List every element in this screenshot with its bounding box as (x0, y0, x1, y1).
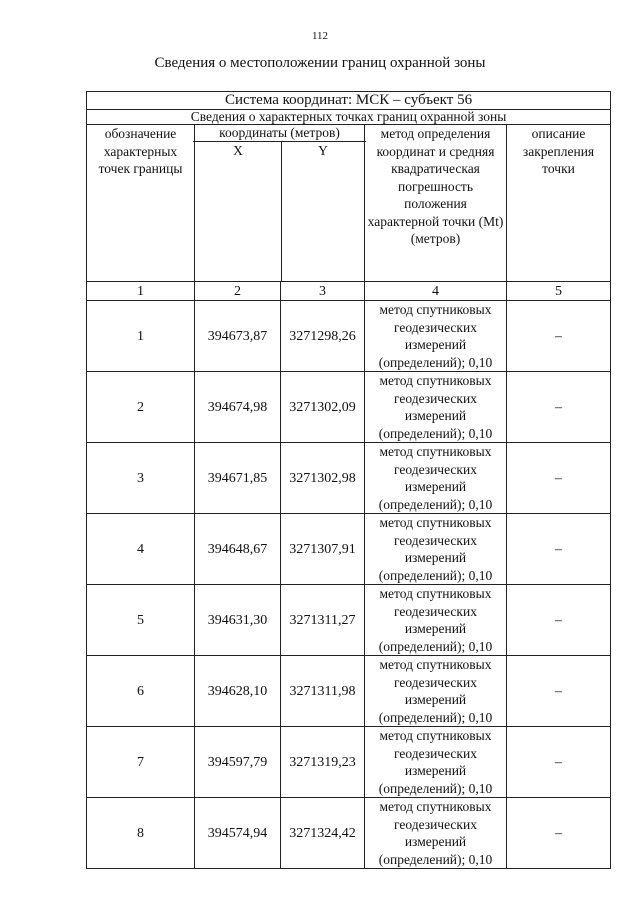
point-y: 3271298,26 (281, 301, 365, 372)
point-fixation: – (507, 372, 611, 443)
point-number: 7 (87, 727, 195, 798)
column-number: 4 (365, 282, 507, 301)
header-method: метод определения координат и средняя квадратическая погрешность положения характерной точки (Mt) (метров) (365, 125, 507, 282)
point-y: 3271319,23 (281, 727, 365, 798)
point-fixation: – (507, 585, 611, 656)
point-y: 3271311,27 (281, 585, 365, 656)
point-method: метод спутниковых геодезических измерений (определений); 0,10 (365, 301, 507, 372)
point-number: 1 (87, 301, 195, 372)
header-x: X (195, 142, 282, 281)
header-coordinates-label: координаты (метров) (193, 125, 366, 142)
point-fixation: – (507, 656, 611, 727)
table-row (87, 301, 611, 372)
column-numbers-row (87, 282, 611, 301)
point-y: 3271311,98 (281, 656, 365, 727)
point-method: метод спутниковых геодезических измерений (определений); 0,10 (365, 798, 507, 869)
point-x: 394628,10 (195, 656, 281, 727)
coordinates-table (86, 91, 611, 869)
coordinate-system-row (87, 92, 611, 110)
point-method: метод спутниковых геодезических измерений (определений); 0,10 (365, 514, 507, 585)
point-number: 3 (87, 443, 195, 514)
point-fixation: – (507, 301, 611, 372)
point-x: 394673,87 (195, 301, 281, 372)
point-method: метод спутниковых геодезических измерений (определений); 0,10 (365, 727, 507, 798)
table-row (87, 514, 611, 585)
header-row (87, 125, 611, 282)
subtitle-row (87, 110, 611, 125)
column-number: 3 (281, 282, 365, 301)
header-y: Y (318, 143, 328, 158)
point-x: 394671,85 (195, 443, 281, 514)
point-y: 3271307,91 (281, 514, 365, 585)
point-method: метод спутниковых геодезических измерений (определений); 0,10 (365, 585, 507, 656)
table-row (87, 727, 611, 798)
point-x: 394574,94 (195, 798, 281, 869)
point-fixation: – (507, 798, 611, 869)
point-method: метод спутниковых геодезических измерений (определений); 0,10 (365, 656, 507, 727)
column-number: 2 (195, 282, 281, 301)
point-number: 8 (87, 798, 195, 869)
coordinate-system: Система координат: МСК – субъект 56 (87, 92, 611, 110)
point-y: 3271302,98 (281, 443, 365, 514)
page-number: 112 (311, 30, 329, 42)
point-fixation: – (507, 443, 611, 514)
document-title: Сведения о местоположении границ охранной зоны (154, 55, 486, 71)
table-row (87, 798, 611, 869)
point-y: 3271302,09 (281, 372, 365, 443)
point-number: 4 (87, 514, 195, 585)
header-designation: обозначение характерных точек границы (87, 125, 195, 282)
table-subtitle: Сведения о характерных точках границ охранной зоны (87, 110, 611, 125)
table-row (87, 585, 611, 656)
point-number: 6 (87, 656, 195, 727)
point-y: 3271324,42 (281, 798, 365, 869)
header-coordinates (195, 125, 365, 282)
column-number: 5 (507, 282, 611, 301)
header-fixation: описание закрепления точки (507, 125, 611, 282)
point-x: 394631,30 (195, 585, 281, 656)
column-number: 1 (87, 282, 195, 301)
table-row (87, 443, 611, 514)
point-x: 394674,98 (195, 372, 281, 443)
point-x: 394597,79 (195, 727, 281, 798)
point-number: 2 (87, 372, 195, 443)
point-fixation: – (507, 514, 611, 585)
table-row (87, 372, 611, 443)
point-fixation: – (507, 727, 611, 798)
point-method: метод спутниковых геодезических измерений (определений); 0,10 (365, 372, 507, 443)
point-number: 5 (87, 585, 195, 656)
point-x: 394648,67 (195, 514, 281, 585)
table-row (87, 656, 611, 727)
point-method: метод спутниковых геодезических измерений (определений); 0,10 (365, 443, 507, 514)
